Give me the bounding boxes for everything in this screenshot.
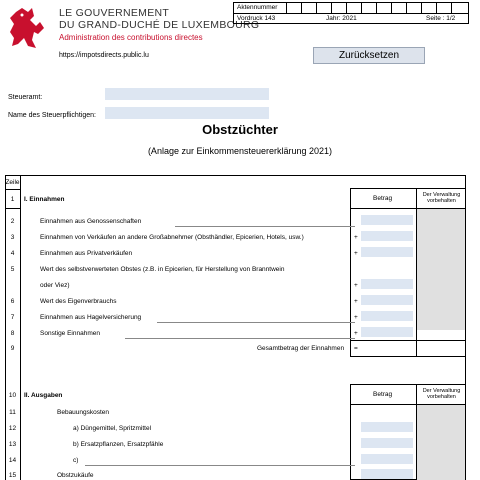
luxembourg-lion-logo bbox=[6, 4, 46, 52]
zeile-header: Zeile bbox=[5, 179, 20, 186]
gov-line-1: LE GOUVERNEMENT bbox=[59, 7, 170, 19]
page-title: Obstzüchter bbox=[202, 122, 278, 137]
gesamt-einnahmen-label: Gesamtbetrag der Einnahmen bbox=[257, 345, 345, 352]
steueramt-input[interactable] bbox=[105, 88, 269, 100]
verwaltung-shade-1 bbox=[417, 209, 465, 330]
section-einnahmen: I. Einnahmen bbox=[24, 196, 65, 203]
betrag-input-15[interactable] bbox=[361, 469, 413, 479]
url-text: https://impotsdirects.public.lu bbox=[59, 52, 149, 59]
betrag-input-7[interactable] bbox=[361, 311, 413, 321]
vordruck-row bbox=[234, 14, 468, 25]
betrag-input-5[interactable] bbox=[361, 279, 413, 289]
verwaltung-header-2: Der Verwaltung vorbehalten bbox=[422, 388, 461, 400]
betrag-input-4[interactable] bbox=[361, 247, 413, 257]
betrag-input-13[interactable] bbox=[361, 438, 413, 448]
betrag-header-2: Betrag bbox=[373, 391, 393, 398]
name-label: Name des Steuerpflichtigen: bbox=[8, 112, 96, 119]
steueramt-label: Steueramt: bbox=[8, 94, 43, 101]
seite-label: Seite : 1/2 bbox=[426, 15, 456, 22]
betrag-input-2[interactable] bbox=[361, 215, 413, 225]
betrag-input-3[interactable] bbox=[361, 231, 413, 241]
betrag-header-1: Betrag bbox=[373, 195, 393, 202]
betrag-input-12[interactable] bbox=[361, 422, 413, 432]
reset-button[interactable]: Zurücksetzen bbox=[313, 47, 425, 64]
page-subtitle: (Anlage zur Einkommensteuererklärung 2021) bbox=[147, 146, 333, 156]
gov-line-2: DU GRAND-DUCHÉ DE LUXEMBOURG bbox=[59, 19, 260, 31]
betrag-input-14[interactable] bbox=[361, 454, 413, 464]
vordruck-label: Vordruck 143 bbox=[237, 15, 276, 22]
aktennummer-label: Aktennummer bbox=[237, 4, 278, 11]
verwaltung-shade-2 bbox=[417, 405, 465, 480]
jahr-label: Jahr: 2021 bbox=[326, 15, 357, 22]
aktennummer-row bbox=[234, 3, 468, 14]
betrag-input-8[interactable] bbox=[361, 327, 413, 337]
section-ausgaben: II. Ausgaben bbox=[24, 392, 63, 399]
form-table: Zeile Betrag Der Verwaltung vorbehalten 1 I. Einnahmen 2 Einnahmen aus Genossenschaften 3 Einnahmen von Verkäufen an andere Großabnehmer (Obsthändler, Epicerien, Hotels, usw.) + 4 Einnahmen aus Privatverkäufen + 5 Wert des selbstverwerteten Obstes (z.B. in Epicerien, für Herstellung von Branntwein oder Viez) + 6 Wert des Eigenverbrauchs + 7 Einnahmen aus Hagelversicherung + 8 Sonstige Einnahmen + 9 Gesamtbetrag der Einnahmen = Betrag Der Verwaltung vorbehalten 10 II. Ausgaben 11 Bebauungskosten 12 a) Düngemittel, Spritzmittel 13 b) Ersatzpflanzen, Ersatzpfähle 14 c) 15 Obstzukäufe bbox=[5, 175, 466, 480]
name-input[interactable] bbox=[105, 107, 269, 119]
betrag-input-6[interactable] bbox=[361, 295, 413, 305]
form-header-box bbox=[233, 2, 469, 24]
verwaltung-header-1: Der Verwaltung vorbehalten bbox=[422, 192, 461, 204]
admin-name: Administration des contributions directes bbox=[59, 33, 203, 42]
